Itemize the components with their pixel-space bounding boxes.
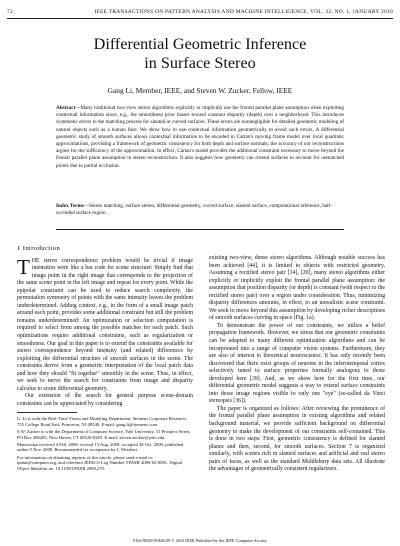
page-number: 72: [7, 9, 13, 15]
index-terms-text: —Stereo matching, surface stereo, differential geometry, curved surface, slanted surface, computational inference, half-occluded surface region.: [56, 203, 332, 217]
footnote-reprints: For information on obtaining reprints of this article, please send e-mail to: tpami@computer.org, and reference IEEECS Log Number TPAMI-2008-02-0081. Digital Object Identifier no. 10.1109/TPAMI.2008.270.: [17, 454, 183, 471]
intro-paragraph-2: Our extension of the search for general purpose scene-domain constraints can be appreciated by considering: [17, 393, 193, 407]
header-rule: [7, 18, 393, 19]
paper-title: [0, 35, 400, 73]
footnotes: [17, 416, 193, 471]
index-terms-label: Index Terms: [56, 203, 84, 209]
right-paragraph-3: The paper is organized as follows: After reviewing the prominence of the frontal parallel plane assumption in existing algorithms and related background material, we provide sufficient background on differential geometry to make the development of our constraints self-contained. This is done in two steps: First, geometric consistency is defined for slanted planes and then, second, for smooth surfaces. Section 7 is organized similarly, with scenes rich in slanted surfaces and artificial and real stereo pairs of faces, as well as the standard Middlebury data sets. All illustrate the advantages of geometrically consistent regularizers.: [209, 405, 385, 473]
section-heading: 1 Introduction: [17, 245, 61, 252]
footnote-rule: [17, 412, 77, 413]
abstract: [56, 105, 344, 170]
right-paragraph-2: To demonstrate the power of our constraints, we utilize a belief propagation framework. However, we stress that our geometric constraints can be adapted to many different optimization algorithms and can be incorporated into a range of computer vision systems. Furthermore, they are also of interest to theoretical neuroscience. It has only recently been discovered that there exist groups of neurons in the inferotemporal cortex selectively tuned to surface properties formally analogous to those developed here [39]. And, as we show here for the first time, our differential geometric model suggests a way to extend surface constraints into those image regions visible to only one "eye" (so-called da Vinci stereopsis [36]).: [209, 322, 385, 405]
abstract-label: Abstract: [56, 105, 76, 111]
intro-paragraph-1: [17, 254, 193, 394]
author-list: Gang Li, Member, IEEE, and Steven W. Zucker, Fellow, IEEE: [107, 86, 293, 95]
drop-cap: T: [17, 254, 30, 279]
index-terms: [56, 203, 344, 217]
footnote-affiliation-2: S.W. Zucker is with the Department of Computer Science, Yale University, 51 Prospect Street, PO Box 208285, New Haven, CT 06520-8285. E-mail: steven.zucker@yale.edu.: [17, 429, 191, 440]
abstract-text: —Many traditional two-view stereo algorithms explicitly or implicitly use the frontal parallel plane assumption when exploiting contextual information since, e.g., the smoothness prior biases toward constant disparity (depth) over a neighborhood. This introduces systematic errors to the matching process for slanted or curved surfaces. These errors are nonnegligible for detailed geometric modeling of natural objects such as a human face. We show how to use contextual information geometrically to avoid such errors. A differential geometric study of smooth surfaces allows contextual information to be encoded in Cartan's moving frame model over local quadratic approximations, providing a framework of geometric consistency for both depth and surface normals; the accuracy of our reconstructions argues for the sufficiency of the approximation. In effect, Cartan's model provides the additional constraint necessary to move beyond the frontal parallel plane assumption in stereo reconstruction. It also suggests how geometry can extend surfaces to account for unmatched points due to partial occlusion.: [56, 105, 344, 169]
running-header: [7, 5, 393, 19]
footnote-manuscript: Manuscript received 4 Feb. 2008; revised 13 Aug. 2008; accepted 28 Oct. 2008; published online 5 Nov. 2008. Recommended for acceptance by J. Weickert.: [17, 441, 184, 453]
copyright-footer: 0162-8828/10/$26.00 © 2010 IEEE Published by the IEEE Computer Society: [133, 538, 267, 543]
abstract-rule: [56, 229, 344, 230]
footnote-affiliation-1: G. Li is with the Real-Time Vision and Modeling Department, Siemens Corporate Research, 755 College Road East, Princeton, NJ 08540. E-mail: gang.li@siemens.com.: [17, 416, 187, 428]
title-line-1: Differential Geometric Inference: [93, 35, 307, 53]
left-column: [17, 245, 193, 473]
title-line-2: in Surface Stereo: [144, 54, 256, 72]
intro-paragraph-1-text: HE stereo correspondence problem would be trivial if image intensities were like a bar code for scene structure: Simply find that image point in the right image that corresponds to the projection of the same scene point in the left image and repeat for every point. While the epipolar constraint can be used to reduce search complexity, the permutation symmetry of points with the same intensity leaves the problem underdetermined. Adding context, e.g., in the form of a small image patch around each point, provides some additional constraint but still the problem remains underdetermined: An optimization or selection computation is required to select from among the possible matches for each patch. Such optimizations require additional constraints, such as regularization or smoothness. Our goal in this paper is to extend the constraints available for stereo correspondence beyond intensity (and related) differences by exploiting the differential structure of smooth surfaces in the scene. The constraints derive from a geometric interpretation of the local patch data and how they should "fit together" smoothly in the scene. Thus, in effect, we seek to move the search for constraints from image and disparity calculus to scene differential geometry.: [17, 257, 193, 392]
right-paragraph-1: existing two-view, dense stereo algorithms. Although notable success has been achieved [44], it is limited to objects with restricted geometry. Assuming a rectified stereo pair [14], [20], many stereo algorithms either explicitly or implicitly exploit the frontal parallel plane assumption: the assumption that position disparity (or depth) is constant (with respect to the rectified stereo pair) over a region under consideration. Thus, minimizing disparity differences amounts, in effect, to an unrealistic scene constraint. We seek to move beyond this assumption by developing richer descriptions of smooth surfaces curving in space (Fig. 1a).: [209, 255, 385, 322]
journal-title: IEEE TRANSACTIONS ON PATTERN ANALYSIS AND MACHINE INTELLIGENCE, VOL. 32, NO. 1, JANUARY 2010: [94, 9, 393, 15]
right-column: [209, 255, 385, 474]
